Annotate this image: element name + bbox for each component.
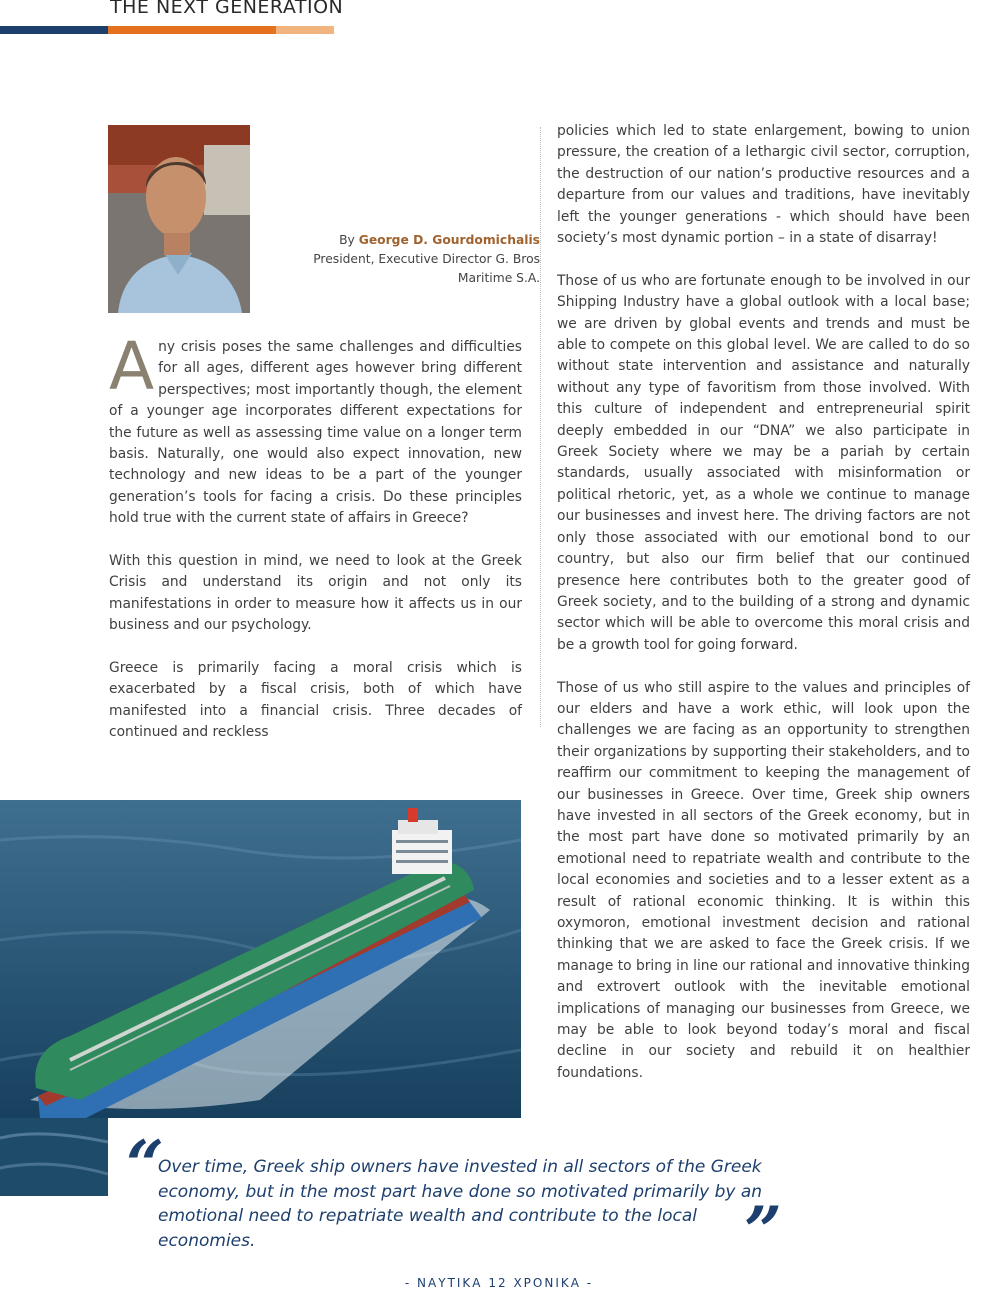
footer-left-word: - ΝΑΥΤΙΚΑ [404, 1276, 483, 1290]
paragraph [109, 328, 522, 530]
article-right-column [557, 121, 970, 1106]
byline-by: By [339, 233, 355, 247]
open-quote-mark: “ [126, 1126, 164, 1204]
column-divider [540, 127, 541, 727]
byline-first-line [255, 231, 540, 250]
header-bar-orange [108, 26, 276, 34]
author-portrait [108, 125, 250, 313]
paragraph: Those of us who are fortunate enough to be involved in our Shipping Industry have a global outlook with a local base; we are driven by global events and trends and must be able to compete on this global level. We are called to do so without state intervention and assistance and naturally without any type of favoritism from those involved. With this culture of independent and entrepreneurial spirit deeply embedded in our “DNA” we also participate in Greek Society where we may be a pariah by certain standards, usually associated with misinformation or political rhetoric, yet, as a whole we continue to manage our businesses and invest here. The driving factors are not only those associated with our emotional bond to our country, but also our firm belief that our continued presence here contributes both to the greater good of Greek society, and to the building of a strong and dynamic sector which will be able to overcome this moral crisis and be a growth tool for going forward. [557, 272, 970, 653]
paragraph: Greece is primarily facing a moral crisis which is exacerbated by a fiscal crisis, both of which have manifested into a financial crisis. Three decades of continued and reckless [109, 660, 522, 741]
footer-right-word: ΧΡΟΝΙΚΑ - [513, 1276, 594, 1290]
section-title: THE NEXT GENERATION [110, 0, 344, 18]
tanker-ship-photo-wake [0, 1118, 108, 1196]
page-number: 12 [488, 1276, 508, 1290]
close-quote-mark: ” [744, 1192, 782, 1270]
header-bar-navy [0, 26, 108, 34]
author-name: George D. Gourdomichalis [358, 233, 540, 247]
paragraph: policies which led to state enlargement, bowing to union pressure, the creation of a lethargic civil sector, corruption, the destruction of our nation’s productive resources and a departure from our values and traditions, have inevitably left the younger generations - which should have been society’s most dynamic portion – in a state of disarray! [557, 123, 970, 247]
pull-quote-text: Over time, Greek ship owners have invested in all sectors of the Greek economy, but in the most part have done so motivated primarily by an emotional need to repatriate wealth and contribute to the local economies. [158, 1157, 763, 1251]
author-company: Maritime S.A. [457, 271, 540, 285]
drop-cap: A [109, 328, 155, 405]
paragraph: Those of us who still aspire to the values and principles of our elders and have a work ethic, will look upon the challenges we are facing as an opportunity to strengthen their organizations by supporting their stakeholders, and to reaffirm our commitment to keeping the management of our businesses in Greece. Over time, Greek ship owners have invested in all sectors of the Greek economy, but in the most part have done so motivated primarily by an emotional need to repatriate wealth and contribute to the local economies and societies and to a lesser extent as a result of rational economic thinking. It is within this oxymoron, emotional investment decision and rational thinking that we are asked to face the Greek crisis. If we manage to bring in line our rational and innovative thinking and extrovert outlook with the inevitable emotional implications of managing our businesses from Greece, we may be able to look beyond today’s moral and fiscal decline in our society and rebuild it on healthier foundations. [557, 679, 970, 1081]
author-byline [255, 231, 540, 288]
paragraph: With this question in mind, we need to look at the Greek Crisis and understand its origin and not only its manifestations in order to measure how it affects us in our business and our psychology. [109, 553, 522, 634]
author-position: President, Executive Director G. Bros [313, 252, 540, 266]
article-left-column [109, 328, 522, 765]
page-footer [0, 1276, 998, 1290]
header-bar-peach [276, 26, 334, 34]
tanker-ship-photo [0, 800, 521, 1118]
paragraph-text: ny crisis poses the same challenges and difficulties for all ages, different ages however bring different perspectives; most importantly though, the element of a younger age incorporates different expectations for the future as well as assessing time value on a longer term basis. Naturally, one would also expect innovation, new technology and new ideas to be a part of the younger generation’s tools for facing a crisis. Do these principles hold true with the current state of affairs in Greece? [109, 339, 522, 527]
